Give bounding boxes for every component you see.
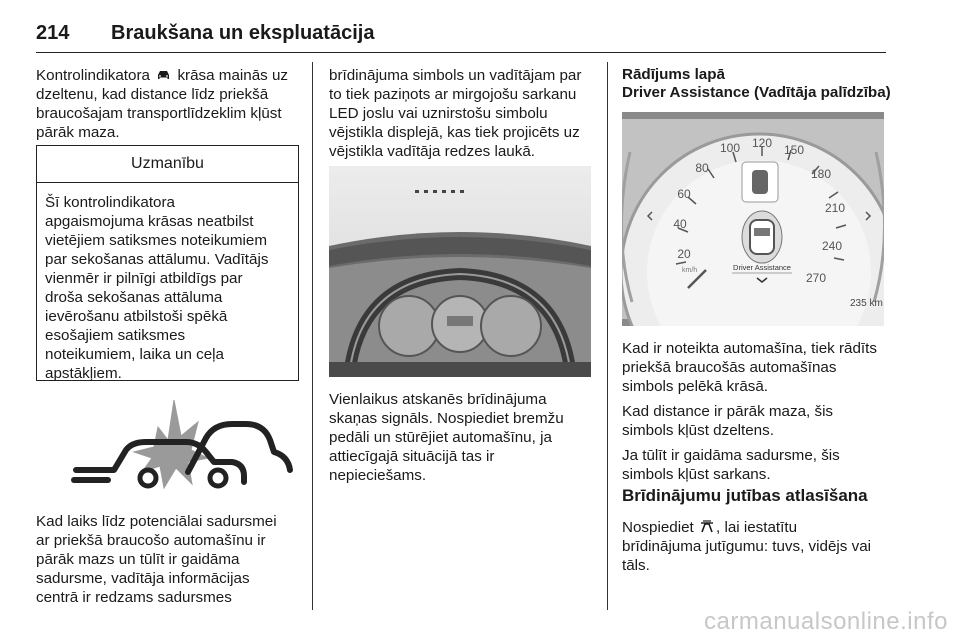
center-car-icon	[742, 211, 782, 263]
tick-label: 80	[695, 161, 709, 175]
after-line: Kad laiks līdz potenciālai sadursmei	[36, 513, 277, 530]
col2-line: brīdinājuma simbols un vadītājam par	[329, 67, 582, 84]
col3-line: simbols pelēkā krāsā.	[622, 378, 769, 395]
tick-label: 240	[821, 239, 843, 253]
column-2-top	[329, 66, 601, 161]
tick-label: 40	[673, 217, 687, 231]
column-2-bottom	[329, 390, 601, 485]
caution-box	[36, 145, 299, 381]
watermark: carmanualsonline.info	[704, 608, 948, 635]
collision-warning-icon	[36, 392, 297, 497]
col2-line: LED joslu vai uznirstošu simbolu	[329, 105, 548, 122]
car-indicator-icon	[156, 69, 171, 81]
odometer: 235 km	[850, 298, 883, 309]
column-3-headings	[622, 66, 892, 102]
col2-line: pedāli un stūrējiet automašīnu, ja	[329, 429, 552, 446]
caution-line: esošajiem satiksmes	[45, 327, 186, 344]
col2-line: vējstikla vadītāja redzes laukā.	[329, 143, 535, 160]
page-number: 214	[36, 22, 70, 44]
col3-line: priekšā braucošās automašīnas	[622, 359, 837, 376]
column-1-intro	[36, 66, 306, 142]
intro-line: pārāk maza.	[36, 124, 120, 141]
after-line: sadursme, vadītāja informācijas	[36, 570, 250, 587]
caution-line: noteikumiem, laika un ceļa	[45, 346, 224, 363]
speedometer-illustration	[622, 112, 884, 326]
col3-line: tāls.	[622, 557, 650, 574]
column-3-body	[622, 339, 892, 484]
col2-line: skaņas signāls. Nospiediet bremžu	[329, 410, 564, 427]
column-divider-2	[607, 62, 608, 610]
caution-line: apgaismojuma krāsas neatbilst	[45, 213, 254, 230]
caution-line: par sekošanas attālumu. Vadītājs	[45, 251, 269, 268]
center-label: Driver Assistance	[733, 263, 791, 272]
instrument-cluster-figure	[622, 112, 884, 326]
sensitivity-button-icon	[699, 520, 715, 534]
speed-unit: km/h	[682, 267, 698, 274]
after-line: pārāk mazs un tūlīt ir gaidāma	[36, 551, 240, 568]
col3-line: simbols kļūst sarkans.	[622, 466, 771, 483]
tick-label: 150	[783, 143, 805, 157]
caution-line: Šī kontrolindikatora	[45, 194, 176, 211]
caution-body	[37, 183, 298, 383]
caution-line: vienmēr ir pilnīgi atbildīgs par	[45, 270, 243, 287]
dashboard-illustration	[329, 166, 591, 377]
caution-line: vietējiem satiksmes noteikumiem	[45, 232, 267, 249]
col2-line: Vienlaikus atskanēs brīdinājuma	[329, 391, 547, 408]
windshield-dashboard-figure	[329, 166, 591, 377]
collision-symbol-figure	[36, 392, 297, 497]
column-3-final	[622, 518, 892, 575]
col3-line: simbols kļūst dzeltens.	[622, 422, 774, 439]
intro-line: dzeltenu, kad distance līdz priekšā	[36, 86, 269, 103]
caution-line: ievērošanu atbilstoši spēkā	[45, 308, 228, 325]
caution-line: droša sekošanas attāluma	[45, 289, 223, 306]
col2-line: vējstikla displejā, kas tiek projicēts uz	[329, 124, 580, 141]
tick-label: 60	[677, 187, 691, 201]
caution-title: Uzmanību	[37, 146, 298, 183]
page-header	[36, 18, 886, 53]
col2-line: nepieciešams.	[329, 467, 427, 484]
tick-label: 270	[805, 271, 827, 285]
caution-line: apstākļiem.	[45, 365, 122, 382]
column-divider-1	[312, 62, 313, 610]
after-line: centrā ir redzams sadursmes	[36, 589, 232, 606]
tick-label: 120	[751, 136, 773, 150]
after-line: ar priekšā braucošo automašīnu ir	[36, 532, 266, 549]
section-heading-sensitivity: Brīdinājumu jutības atlasīšana	[622, 486, 868, 505]
tick-label: 100	[719, 141, 741, 155]
col3-line: brīdinājuma jutīgumu: tuvs, vidējs vai	[622, 538, 872, 555]
col3-line: Kad distance ir pārāk maza, šis	[622, 403, 834, 420]
col2-line: to tiek paziņots ar mirgojošu sarkanu	[329, 86, 577, 103]
heading-driver-assistance: Driver Assistance (Vadītāja palīdzība)	[622, 84, 891, 101]
column-1-after	[36, 512, 306, 607]
col3-line: Nospiediet , lai iestatītu	[622, 519, 798, 536]
tick-label: 20	[677, 247, 691, 261]
col3-line: Kad ir noteikta automašīna, tiek rādīts	[622, 340, 877, 357]
intro-line: Kontrolindikatora krāsa mainās uz	[36, 67, 289, 84]
tick-label: 180	[810, 167, 832, 181]
heading-display-page: Rādījums lapā	[622, 66, 725, 83]
col3-line: Ja tūlīt ir gaidāma sadursme, šis	[622, 447, 840, 464]
tick-label: 210	[824, 201, 846, 215]
page-title: Braukšana un ekspluatācija	[111, 22, 375, 44]
intro-line: braucošajam transportlīdzeklim kļūst	[36, 105, 282, 122]
col2-line: attiecīgajā situācijā tas ir	[329, 448, 495, 465]
